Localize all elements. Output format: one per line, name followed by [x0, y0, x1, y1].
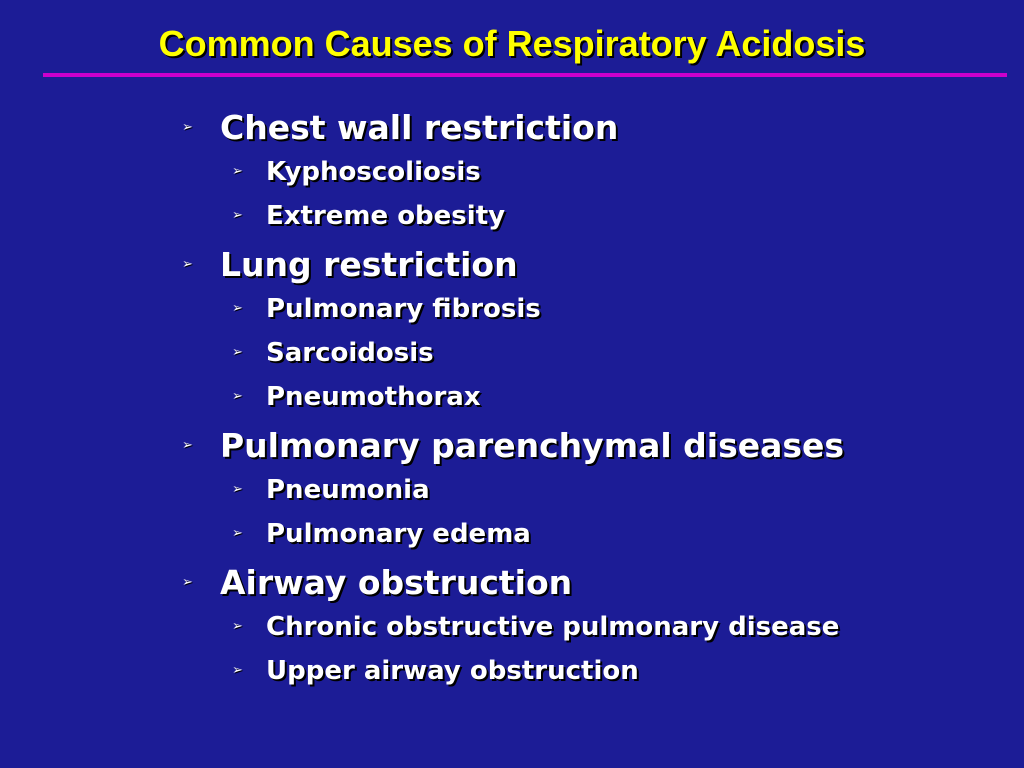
list-item-text: Pulmonary edema	[266, 519, 531, 549]
arrowhead-bullet-icon: ➢	[232, 345, 243, 360]
list-item-text: Pneumonia	[266, 475, 430, 505]
arrowhead-bullet-icon: ➢	[232, 663, 243, 678]
list-item	[178, 194, 844, 238]
list-item	[178, 605, 844, 649]
list-item-text: Pulmonary fibrosis	[266, 294, 541, 324]
list-item-text: Kyphoscoliosis	[266, 157, 481, 187]
slide-title: Common Causes of Respiratory Acidosis	[158, 23, 866, 64]
list-item-text: Airway obstruction	[220, 563, 573, 602]
list-item	[178, 243, 844, 287]
list-item-text: Extreme obesity	[266, 201, 506, 231]
list-item	[178, 424, 844, 468]
arrowhead-bullet-icon: ➢	[232, 526, 243, 541]
arrowhead-bullet-icon: ➢	[182, 575, 193, 590]
list-item-text: Chronic obstructive pulmonary disease	[266, 612, 840, 642]
list-item-text: Sarcoidosis	[266, 338, 434, 368]
list-item	[178, 512, 844, 556]
list-item-text: Lung restriction	[220, 245, 518, 284]
arrowhead-bullet-icon: ➢	[232, 482, 243, 497]
arrowhead-bullet-icon: ➢	[182, 120, 193, 135]
arrowhead-bullet-icon: ➢	[232, 208, 243, 223]
bullet-list	[178, 106, 844, 693]
list-item	[178, 561, 844, 605]
list-item	[178, 375, 844, 419]
list-item	[178, 649, 844, 693]
list-item-text: Pulmonary parenchymal diseases	[220, 426, 845, 465]
list-item-text: Pneumothorax	[266, 382, 481, 412]
arrowhead-bullet-icon: ➢	[232, 389, 243, 404]
list-item	[178, 150, 844, 194]
arrowhead-bullet-icon: ➢	[232, 301, 243, 316]
list-item-text: Upper airway obstruction	[266, 656, 639, 686]
list-item	[178, 106, 844, 150]
arrowhead-bullet-icon: ➢	[182, 257, 193, 272]
list-item	[178, 287, 844, 331]
arrowhead-bullet-icon: ➢	[232, 164, 243, 179]
arrowhead-bullet-icon: ➢	[232, 619, 243, 634]
list-item-text: Chest wall restriction	[220, 108, 619, 147]
list-item	[178, 331, 844, 375]
list-item	[178, 468, 844, 512]
title-divider	[43, 73, 1007, 77]
arrowhead-bullet-icon: ➢	[182, 438, 193, 453]
